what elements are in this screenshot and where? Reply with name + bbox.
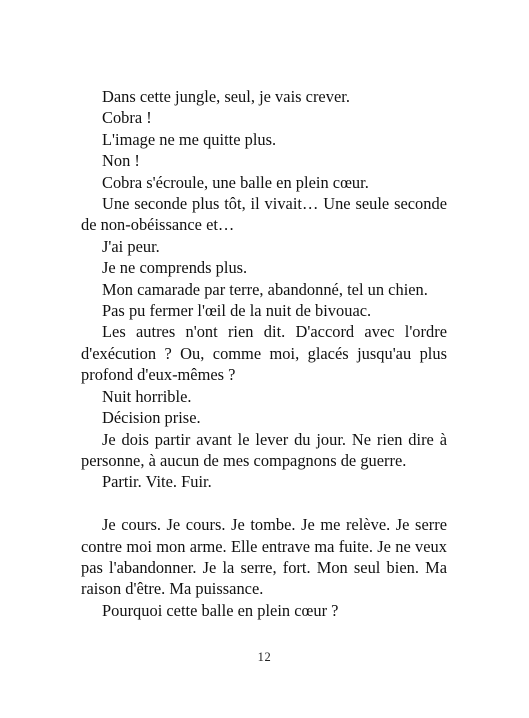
body-text (81, 86, 447, 621)
paragraph: Mon camarade par terre, abandonné, tel un chien. (102, 279, 428, 299)
section-break (81, 493, 447, 514)
paragraph: Dans cette jungle, seul, je vais crever. (102, 87, 350, 106)
paragraph: Une seconde plus tôt, il vivait… Une seule seconde de non-obéissance et… (81, 194, 447, 235)
paragraph: Cobra ! (102, 108, 152, 128)
paragraph: Cobra s'écroule, une balle en plein cœur. (102, 172, 369, 192)
paragraph: J'ai peur. (102, 236, 160, 256)
paragraph: Nuit horrible. (102, 386, 192, 406)
paragraph: L'image ne me quitte plus. (102, 129, 277, 149)
paragraph: Partir. Vite. Fuir. (102, 472, 212, 492)
paragraph: Non ! (102, 151, 140, 171)
paragraph: Pourquoi cette balle en plein cœur ? (102, 600, 339, 620)
paragraph: Je dois partir avant le lever du jour. Ne rien dire à personne, à aucun de mes compagnons de guerre. (81, 429, 447, 470)
paragraph: Les autres n'ont rien dit. D'accord avec l'ordre d'exécution ? Ou, comme moi, glacés jusqu'au plus profond d'eux-mêmes ? (81, 322, 447, 385)
paragraph: Je cours. Je cours. Je tombe. Je me relève. Je serre contre moi mon arme. Elle entrave ma fuite. Je ne veux pas l'abandonner. Je la serre, fort. Mon seul bien. Ma raison d'être. Ma puissance. (81, 515, 447, 599)
paragraph: Décision prise. (102, 408, 201, 428)
paragraph: Je ne comprends plus. (102, 258, 248, 278)
page-number: 12 (257, 650, 272, 664)
paragraph: Pas pu fermer l'œil de la nuit de bivouac. (102, 301, 372, 321)
